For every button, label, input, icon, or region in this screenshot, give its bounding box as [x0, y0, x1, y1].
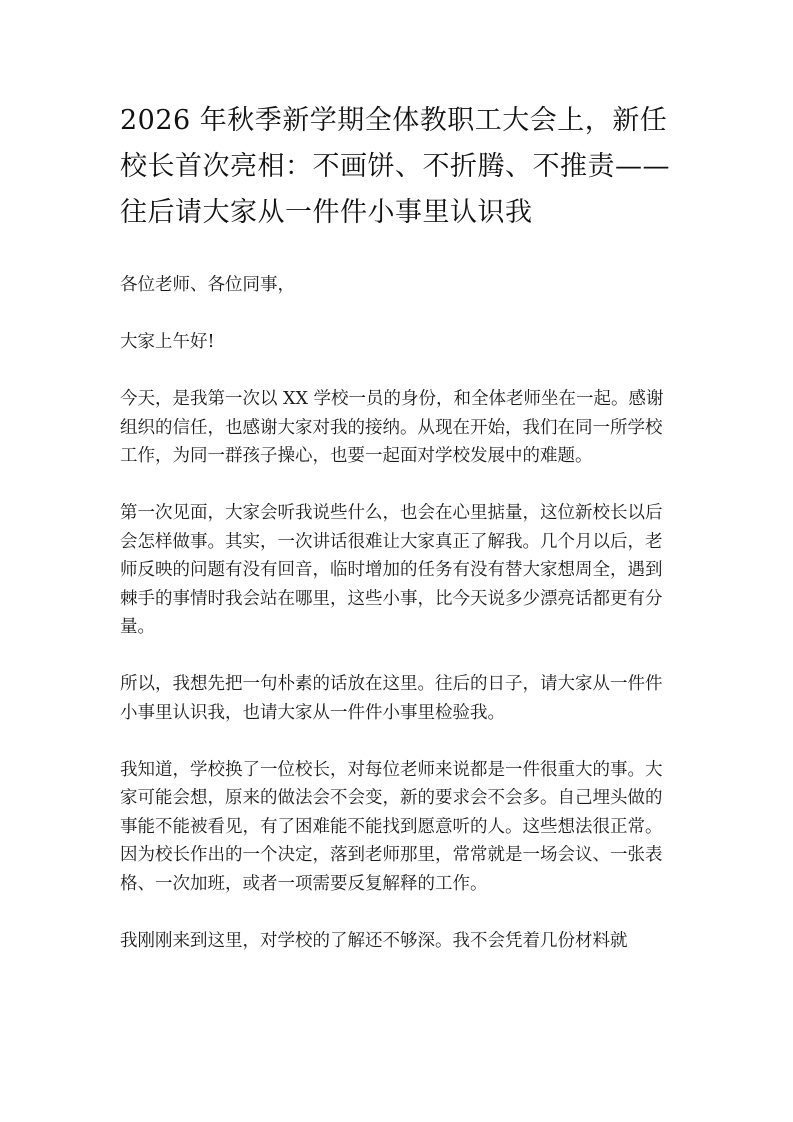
paragraph: 我知道，学校换了一位校长，对每位老师来说都是一件很重大的事。大家可能会想，原来的做法会不会变，新的要求会不会多。自己埋头做的事能不能被看见，有了困难能不能找到愿意听的人。这些想法很正常。因为校长作出的一个决定，落到老师那里，常常就是一场会议、一张表格、一次加班，或者一项需要反复解释的工作。	[120, 759, 663, 894]
greeting: 大家上午好!	[120, 332, 215, 352]
paragraph: 所以，我想先把一句朴素的话放在这里。往后的日子，请大家从一件件小事里认识我，也请大家从一件件小事里检验我。	[120, 674, 663, 723]
paragraph: 第一次见面，大家会听我说些什么，也会在心里掂量，这位新校长以后会怎样做事。其实，一次讲话很难让大家真正了解我。几个月以后，老师反映的问题有没有回音，临时增加的任务有没有替大家想周全，遇到棘手的事情时我会站在哪里，这些小事，比今天说多少漂亮话都更有分量。	[120, 503, 663, 637]
paragraph: 我刚刚来到这里，对学校的了解还不够深。我不会凭着几份材料就	[120, 930, 628, 951]
document-body	[120, 271, 676, 984]
paragraph: 今天，是我第一次以 XX 学校一员的身份，和全体老师坐在一起。感谢组织的信任，也感谢大家对我的接纳。从现在开始，我们在同一所学校工作，为同一群孩子操心，也要一起面对学校发展中的难题。	[120, 389, 664, 466]
salutation: 各位老师、各位同事，	[120, 275, 295, 295]
document-title: 2026 年秋季新学期全体教职工大会上，新任校长首次亮相：不画饼、不折腾、不推责——往后请大家从一件件小事里认识我	[120, 105, 670, 228]
